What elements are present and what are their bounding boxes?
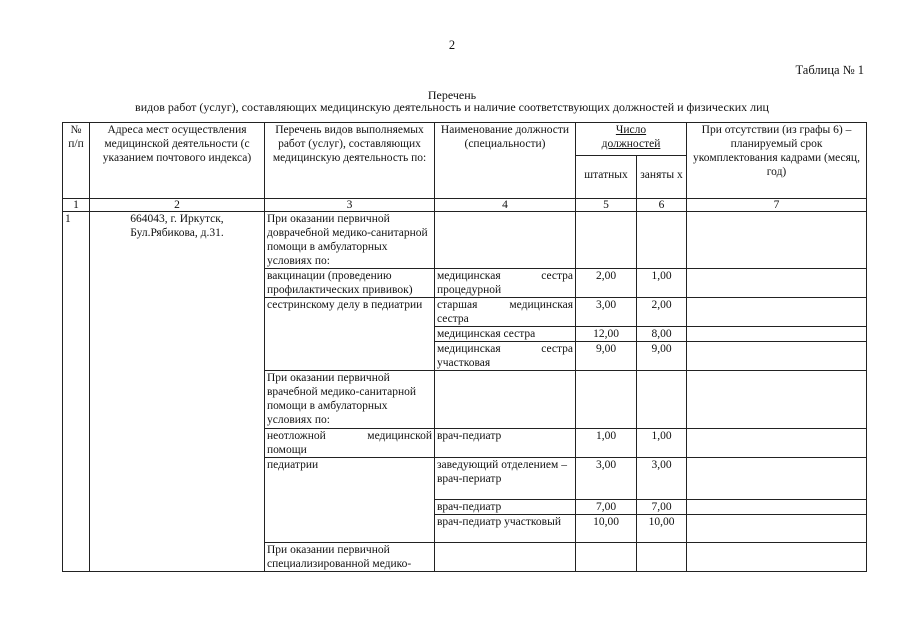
header-col-works: Перечень видов выполняемых работ (услуг), составляющих медицинскую деятельность по: xyxy=(265,123,435,199)
column-number: 4 xyxy=(435,199,576,212)
planned-cell xyxy=(687,298,867,327)
staff-cell: 10,00 xyxy=(576,515,637,543)
empty-cell xyxy=(576,371,637,429)
position-cell: врач-педиатр участковый xyxy=(435,515,576,543)
header-row-1 xyxy=(63,123,867,156)
occupied-cell: 10,00 xyxy=(637,515,687,543)
table-title xyxy=(0,89,904,113)
work-cell: сестринскому делу в педиатрии xyxy=(265,298,435,371)
header-col-staff: штатных xyxy=(576,156,637,199)
header-col-occupied: заняты х xyxy=(637,156,687,199)
title-line-2: видов работ (услуг), составляющих медицинскую деятельность и наличие соответствующих должностей и физических лиц xyxy=(135,100,769,114)
staff-cell: 12,00 xyxy=(576,327,637,342)
header-positions-count-text: Число должностей xyxy=(601,124,661,150)
occupied-cell: 9,00 xyxy=(637,342,687,371)
services-table xyxy=(62,122,867,572)
column-number: 6 xyxy=(637,199,687,212)
planned-cell xyxy=(687,458,867,500)
column-number: 7 xyxy=(687,199,867,212)
occupied-cell: 1,00 xyxy=(637,269,687,298)
empty-cell xyxy=(687,543,867,572)
work-cell: неотложной медицинской помощи xyxy=(265,429,435,458)
occupied-cell: 8,00 xyxy=(637,327,687,342)
staff-cell: 9,00 xyxy=(576,342,637,371)
section-primary-prehospital: При оказании первичной доврачебной медико-санитарной помощи в амбулаторных условиях по: xyxy=(265,212,435,269)
occupied-cell: 1,00 xyxy=(637,429,687,458)
staff-cell: 7,00 xyxy=(576,500,637,515)
section-primary-specialized: При оказании первичной специализированной медико- xyxy=(265,543,435,572)
empty-cell xyxy=(576,543,637,572)
header-col-planned: При отсутствии (из графы 6) – планируемый срок укомплектования кадрами (месяц, год) xyxy=(687,123,867,199)
position-cell: врач-педиатр xyxy=(435,429,576,458)
occupied-cell: 3,00 xyxy=(637,458,687,500)
empty-cell xyxy=(687,212,867,269)
empty-cell xyxy=(687,371,867,429)
empty-cell xyxy=(576,212,637,269)
empty-cell xyxy=(435,543,576,572)
column-number: 1 xyxy=(63,199,90,212)
column-number: 5 xyxy=(576,199,637,212)
position-cell: медицинская сестра процедурной xyxy=(435,269,576,298)
section-primary-physician: При оказании первичной врачебной медико-санитарной помощи в амбулаторных условиях по: xyxy=(265,371,435,429)
table-label: Таблица № 1 xyxy=(795,63,864,77)
empty-cell xyxy=(637,212,687,269)
planned-cell xyxy=(687,269,867,298)
work-cell: педиатрии xyxy=(265,458,435,543)
position-cell: старшая медицинская сестра xyxy=(435,298,576,327)
page-number: 2 xyxy=(448,38,456,52)
staff-cell: 3,00 xyxy=(576,298,637,327)
row-number: 1 xyxy=(63,212,90,572)
planned-cell xyxy=(687,515,867,543)
empty-cell xyxy=(637,543,687,572)
empty-cell xyxy=(435,212,576,269)
header-col-address: Адреса мест осуществления медицинской деятельности (с указанием почтового индекса) xyxy=(90,123,265,199)
empty-cell xyxy=(637,371,687,429)
position-cell: врач-педиатр xyxy=(435,500,576,515)
empty-cell xyxy=(435,371,576,429)
header-col-positions-count xyxy=(576,123,687,156)
header-col-position: Наименование должности (специальности) xyxy=(435,123,576,199)
planned-cell xyxy=(687,429,867,458)
column-number-row xyxy=(63,199,867,212)
staff-cell: 3,00 xyxy=(576,458,637,500)
section-row xyxy=(63,212,867,269)
position-cell: медицинская сестра участковая xyxy=(435,342,576,371)
staff-cell: 2,00 xyxy=(576,269,637,298)
position-cell: заведующий отделением – врач-пeриатр xyxy=(435,458,576,500)
planned-cell xyxy=(687,327,867,342)
work-cell: вакцинации (проведению профилактических прививок) xyxy=(265,269,435,298)
column-number: 3 xyxy=(265,199,435,212)
occupied-cell: 2,00 xyxy=(637,298,687,327)
planned-cell xyxy=(687,342,867,371)
title-line-1: Перечень xyxy=(427,88,477,102)
header-col-number: № п/п xyxy=(63,123,90,199)
planned-cell xyxy=(687,500,867,515)
column-number: 2 xyxy=(90,199,265,212)
position-cell: медицинская сестра xyxy=(435,327,576,342)
occupied-cell: 7,00 xyxy=(637,500,687,515)
staff-cell: 1,00 xyxy=(576,429,637,458)
address-cell: 664043, г. Иркутск, Бул.Рябикова, д.31. xyxy=(90,212,265,572)
